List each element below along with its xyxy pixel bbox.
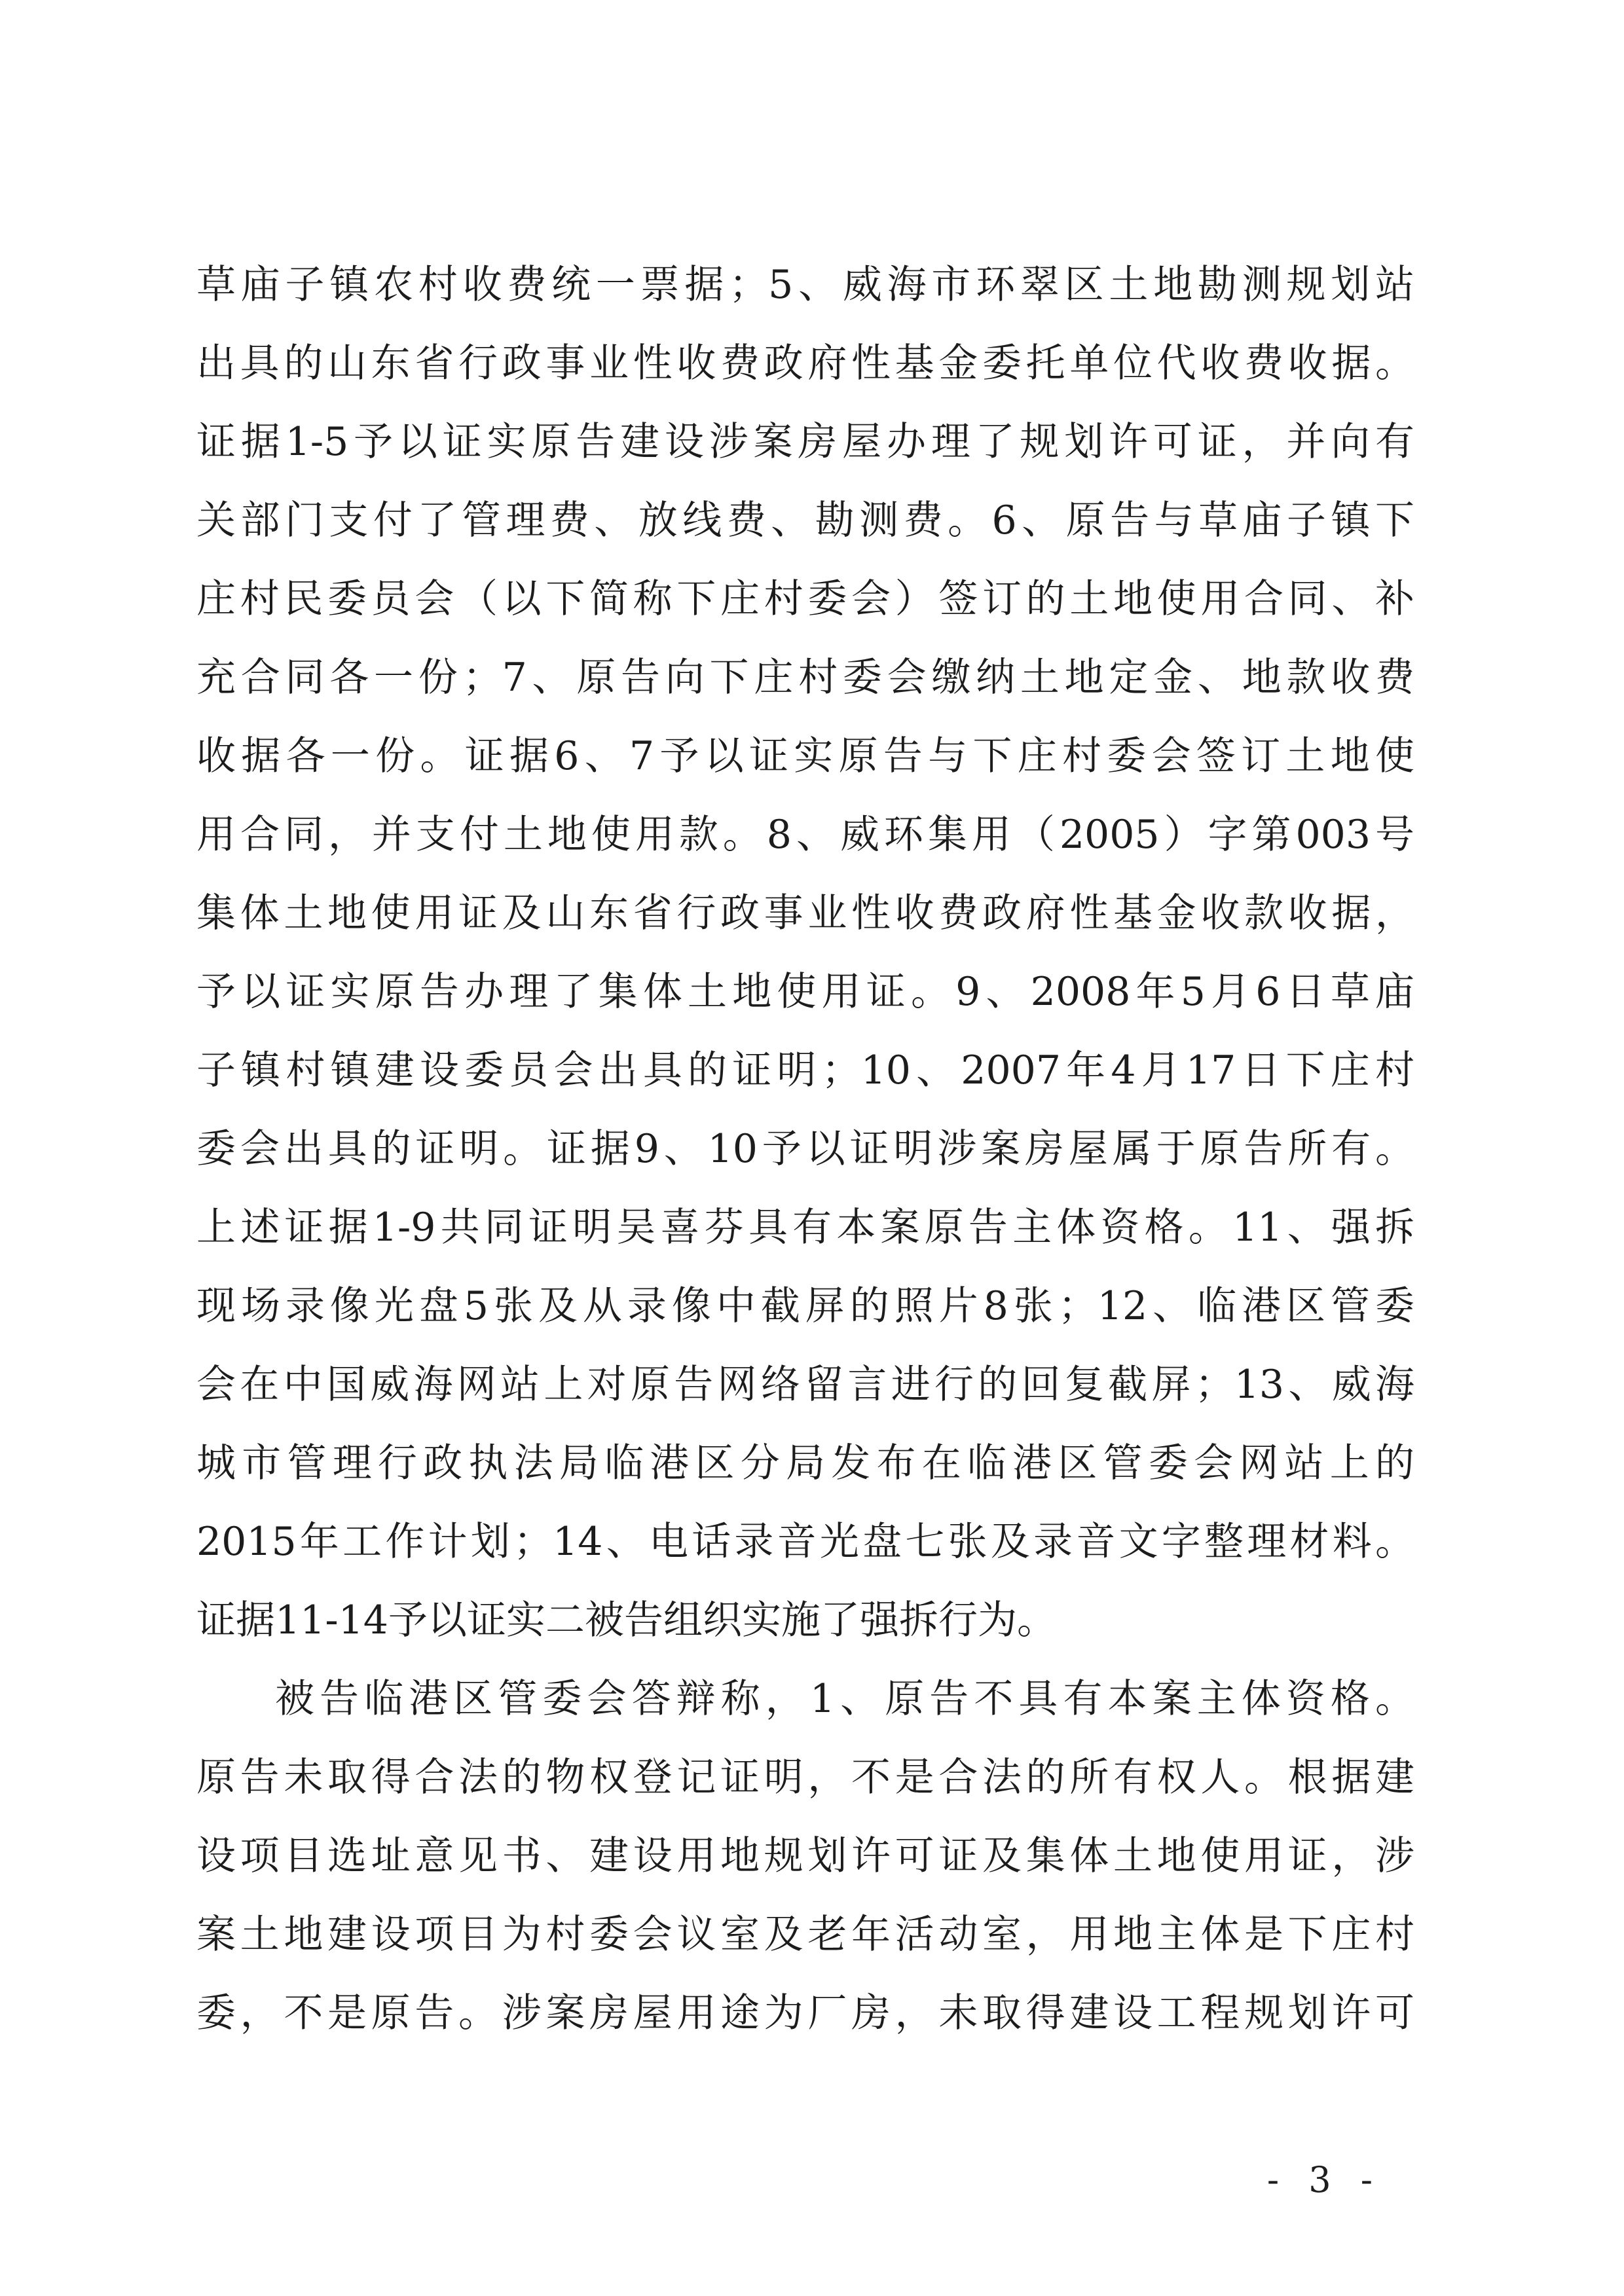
document-body bbox=[196, 246, 1414, 2052]
text-line: 证据11-14予以证实二被告组织实施了强拆行为。 bbox=[196, 1597, 1056, 1643]
paragraph-first-line: 被告临港区管委会答辩称，1、原告不具有本案主体资格。 bbox=[275, 1676, 1414, 1722]
text-line: 上述证据1-9共同证明吴喜芬具有本案原告主体资格。11、强拆 bbox=[196, 1205, 1414, 1250]
text-line: 用合同，并支付土地使用款。8、威环集用（2005）字第003号 bbox=[196, 812, 1414, 858]
text-line: 会在中国威海网站上对原告网络留言进行的回复截屏；13、威海 bbox=[196, 1362, 1414, 1408]
text-line: 现场录像光盘5张及从录像中截屏的照片8张；12、临港区管委 bbox=[196, 1283, 1414, 1329]
text-line: 集体土地使用证及山东省行政事业性收费政府性基金收款收据， bbox=[196, 890, 1414, 936]
page-number: - 3 - bbox=[1266, 2159, 1382, 2200]
text-line: 委，不是原告。涉案房屋用途为厂房，未取得建设工程规划许可 bbox=[196, 1990, 1414, 2036]
text-line: 收据各一份。证据6、7予以证实原告与下庄村委会签订土地使 bbox=[196, 733, 1414, 779]
text-line: 委会出具的证明。证据9、10予以证明涉案房屋属于原告所有。 bbox=[196, 1126, 1414, 1172]
text-line: 子镇村镇建设委员会出具的证明；10、2007年4月17日下庄村 bbox=[196, 1048, 1414, 1093]
text-line: 出具的山东省行政事业性收费政府性基金委托单位代收费收据。 bbox=[196, 340, 1414, 386]
text-line: 设项目选址意见书、建设用地规划许可证及集体土地使用证，涉 bbox=[196, 1833, 1414, 1879]
text-line: 充合同各一份；7、原告向下庄村委会缴纳土地定金、地款收费 bbox=[196, 655, 1414, 701]
text-line: 原告未取得合法的物权登记证明，不是合法的所有权人。根据建 bbox=[196, 1755, 1414, 1800]
text-line: 2015年工作计划；14、电话录音光盘七张及录音文字整理材料。 bbox=[196, 1519, 1414, 1565]
text-line: 关部门支付了管理费、放线费、勘测费。6、原告与草庙子镇下 bbox=[196, 498, 1414, 543]
text-line: 案土地建设项目为村委会议室及老年活动室，用地主体是下庄村 bbox=[196, 1912, 1414, 1958]
text-line: 证据1-5予以证实原告建设涉案房屋办理了规划许可证，并向有 bbox=[196, 419, 1414, 465]
text-line: 草庙子镇农村收费统一票据；5、威海市环翠区土地勘测规划站 bbox=[196, 262, 1414, 308]
text-line: 城市管理行政执法局临港区分局发布在临港区管委会网站上的 bbox=[196, 1440, 1414, 1486]
text-line: 庄村民委员会（以下简称下庄村委会）签订的土地使用合同、补 bbox=[196, 576, 1414, 622]
text-line: 予以证实原告办理了集体土地使用证。9、2008年5月6日草庙 bbox=[196, 969, 1414, 1015]
